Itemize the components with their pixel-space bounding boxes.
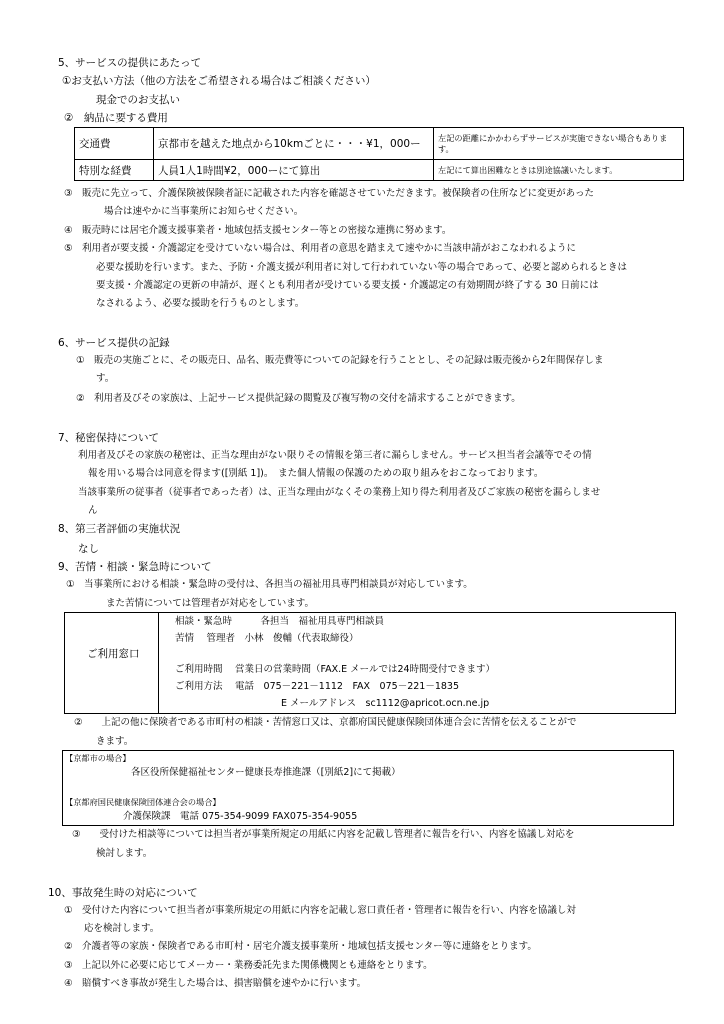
kyoto-city-text: 各区役所保健福祉センター健康長寿推進課（[別紙2]にて掲載） [131,767,401,778]
fee-note: 左記の距離にかかわらずサービスが実施できない場合もあります。 [434,128,684,160]
contact-hours: ご利用時間 営業日の営業時間（FAX.E メールでは24時間受付できます） [175,664,496,675]
complaint-process-l2: 検討します。 [96,848,153,859]
section-9-heading: 9、苦情・相談・緊急時について [58,561,212,573]
fee-label: 交通費 [75,128,154,160]
accident-report-l1: ① 受付けた内容について担当者が事業所規定の用紙に内容を記載し窓口責任者・管理者に報告を行い、内容を協議し対 [64,905,576,916]
contact-email: E メールアドレス sc1112@apricot.ocn.ne.jp [281,698,490,709]
kyoto-pref-tag: 【京都府国民健康保険団体連合会の場合】 [65,797,221,807]
delivery-cost-label: ② 納品に要する費用 [64,112,168,124]
contact-complaint: 苦情 管理者 小林 俊輔（代表取締役） [175,633,359,644]
contact-window-box [64,612,676,714]
section-7-heading: 7、秘密保持について [58,432,159,444]
accident-compensation: ④ 賠償すべき事故が発生した場合は、損害賠償を速やかに行います。 [64,978,367,989]
fee-content: 人員1人1時間¥2，000ーにて算出 [154,160,434,181]
external-contact-box [62,750,674,826]
accident-report-l2: 応を検討します。 [84,923,160,934]
confidentiality-l4: ん [88,505,98,516]
external-window-l1: ② 上記の他に保険者である市町村の相談・苦情窓口又は、京都府国民健康保険団体連合会に苦情を伝えることがで [74,717,577,728]
consultation-reception: ① 当事業所における相談・緊急時の受付は、各担当の福祉用具専門相談員が対応しています。 [66,579,473,590]
application-support-l2: 必要な援助を行います。また、予防・介護支援が利用者に対して行われていない等の場合であって、必要と認められるときは [96,262,627,273]
third-party-evaluation-value: なし [78,543,99,555]
confidentiality-l2: 報を用いる場合は同意を得ます([別紙 1])。 また個人情報の保護のための取り組みをおこなっております。 [88,468,544,479]
accident-contact-others: ③ 上記以外に必要に応じてメーカー・業務委託先また関係機関とも連絡をとります。 [64,960,433,971]
application-support-l4: なされるよう、必要な援助を行うものとします。 [96,298,305,309]
contact-consultation: 相談・緊急時 各担当 福祉用具専門相談員 [175,616,385,627]
complaint-process-l1: ③ 受付けた相談等については担当者が事業所規定の用紙に内容を記載し管理者に報告を行い、内容を協議し対応を [72,829,575,840]
contact-window-label: ご利用窓口 [87,648,140,660]
record-keeping-l1: ① 販売の実施ごとに、その販売日、品名、販売費等についての記録を行うこととし、その記録は販売後から2年間保存しま [76,355,604,366]
fee-content: 京都市を越えた地点から10kmごとに・・・¥1，000ー [154,128,434,160]
contact-phone-fax: ご利用方法 電話 075－221－1112 FAX 075－221－1835 [175,681,460,692]
section-6-heading: 6、サービス提供の記録 [58,337,170,349]
fee-label: 特別な経費 [75,160,154,181]
confirm-insurance-l1: ③ 販売に先立って、介護保険被保険者証に記載された内容を確認させていただきます。被保険者の住所などに変更があった [64,188,594,199]
table-row [75,128,684,160]
application-support-l3: 要支援・介護認定の更新の申請が、遅くとも利用者が受けている要支援・介護認定の有効期間が終了する 30 日前には [96,280,599,291]
kyoto-pref-text: 介護保険課 電話 075-354-9099 FAX075-354-9055 [123,811,358,822]
confirm-insurance-l2: 場合は速やかに当事業所にお知らせください。 [104,206,304,217]
contact-window-label-cell [65,613,159,713]
section-5-heading: 5、サービスの提供にあたって [58,57,202,69]
coordination-item: ④ 販売時には居宅介護支援事業者・地域包括支援センター等との密接な連携に努めます。 [64,225,452,236]
complaint-handler: また苦情については管理者が対応をしています。 [106,598,315,609]
application-support-l1: ⑤ 利用者が要支援・介護認定を受けていない場合は、利用者の意思を踏まえて速やかに当該申請がおこなわれるように [64,243,577,254]
external-window-l2: きます。 [96,736,134,747]
accident-contact-family: ② 介護者等の家族・保険者である市町村・居宅介護支援事業所・地域包括支援センター等に連絡をとります。 [64,941,537,952]
payment-method: ①お支払い方法（他の方法をご希望される場合はご相談ください） [62,75,376,87]
payment-method-detail: 現金でのお支払い [96,94,180,106]
kyoto-city-tag: 【京都市の場合】 [65,753,131,763]
fee-note: 左記にて算出困難なときは別途協議いたします。 [434,160,684,181]
table-row [75,160,684,181]
record-access: ② 利用者及びその家族は、上記サービス提供記録の閲覧及び複写物の交付を請求することができます。 [76,393,521,404]
confidentiality-l3: 当該事業所の従事者（従事者であった者）は、正当な理由がなくその業務上知り得た利用者及びご家族の秘密を漏らしませ [78,487,601,498]
record-keeping-l2: す。 [96,373,115,384]
fee-table [74,127,684,181]
confidentiality-l1: 利用者及びその家族の秘密は、正当な理由がない限りその情報を第三者に漏らしません。サービス担当者会議等でその情 [78,450,592,461]
section-8-heading: 8、第三者評価の実施状況 [58,523,181,535]
section-10-heading: 10、事故発生時の対応について [48,887,198,899]
